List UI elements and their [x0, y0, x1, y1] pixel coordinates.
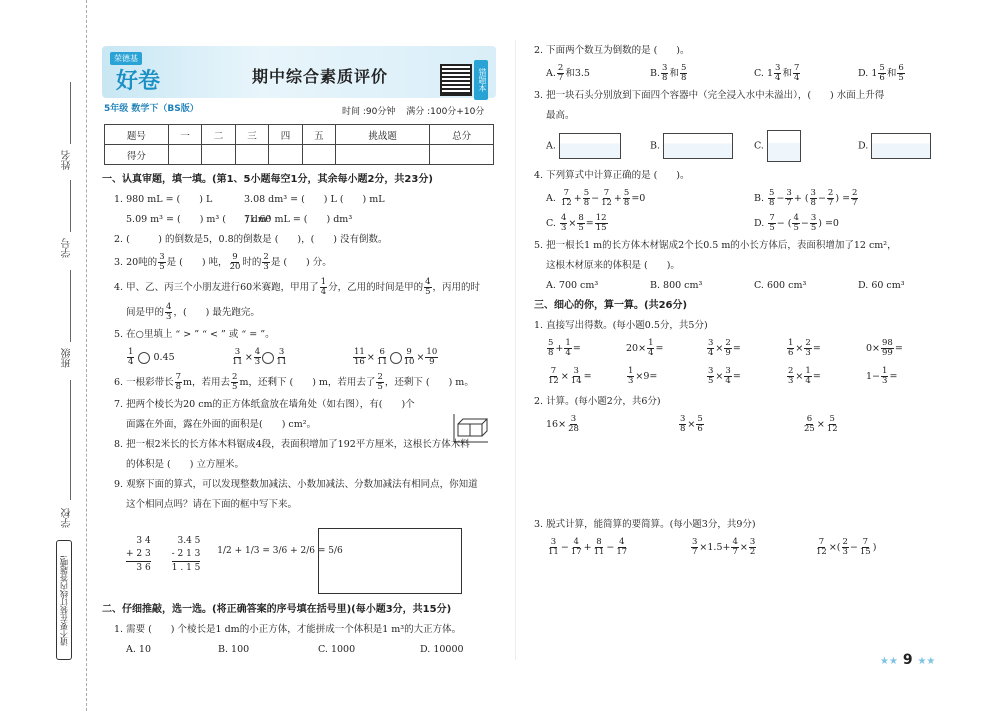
option-c[interactable]: C. 600 cm³ [754, 280, 807, 291]
container-d-icon [871, 133, 931, 159]
question-2: 2. ( ) 的倒数是5，0.8的倒数是 ( )，( ) 没有倒数。 [114, 234, 388, 245]
question-8-cont: 的体积是 ( ) 立方厘米。 [126, 459, 244, 470]
calc-3-block [534, 518, 944, 568]
choice-3-options [534, 129, 944, 163]
choice-5-cont: 这根木材原来的体积是 ( )。 [546, 260, 680, 271]
choice-5-options [534, 279, 944, 293]
option-c[interactable]: C. [754, 130, 858, 162]
choice-2: 2. 下面两个数互为倒数的是 ( )。 [534, 45, 690, 56]
question-4-cont: 间是甲的 $\frac{4}{3}$ ，( ) 最先跑完。 [126, 302, 260, 322]
table-row [105, 145, 494, 165]
brand-logo: 好卷 [116, 69, 161, 94]
grade-tag: 5年级 数学下（BS版） [104, 104, 199, 114]
choice-4-options-ab [534, 189, 944, 208]
binding-spine [0, 0, 98, 711]
choice-4-options-cd [534, 214, 944, 233]
section-2 [102, 603, 502, 663]
spine-label-class: 班级 [62, 348, 73, 368]
fraction-sum: 1/2 + 1/3 = 3/6 + 2/6 = 5/6 [217, 546, 343, 556]
option-d[interactable]: D. $\frac{7}{5}$ − ( $\frac{4}{5}$ − $\frac{3}{5}$ ) =0 [754, 213, 839, 233]
table-cell: 总分 [430, 125, 494, 145]
choice-5: 5. 把一根长1 m的长方体木材锯成2个长0.5 m的小长方体后，表面积增加了12 cm²， [534, 240, 897, 251]
question-7: 7. 把两个棱长为20 cm的正方体纸盒放在墙角处（如右图），有( )个 [114, 399, 415, 410]
header-banner [102, 46, 496, 98]
spine-label-school: 学校 [62, 508, 73, 528]
spine-label-id: 学号 [62, 238, 73, 258]
question-5-items: $\frac{1}{4}$ 0.45 $\frac{3}{11}$ × $\frac{4}{3}$ $\frac{3}{11}$ $\frac{11}{16}$ × $\frac{6}{11}$ $\frac{9}{10}$ × $\frac{10}{9}$ [128, 347, 438, 367]
option-b[interactable]: B. $\frac{5}{8}$ − $\frac{3}{7}$ + ( $\frac{3}{8}$ − $\frac{2}{7}$ ) = $\frac{2}{7}$ [754, 188, 858, 208]
choice-2-options [534, 64, 944, 83]
answer-box[interactable] [318, 528, 462, 594]
option-b[interactable]: B. $\frac{3}{8}$ 和 $\frac{5}{8}$ [650, 63, 687, 83]
section-2-title: 二、仔细推敲，选一选。(将正确答案的序号填在括号里)(每小题3分，共15分) [102, 604, 452, 615]
question-9: 9. 观察下面的算式，可以发现整数加减法、小数加减法、分数加减法有相同点，你知道 [114, 479, 478, 490]
score-input-cell[interactable] [202, 145, 235, 165]
question-5: 5. 在○里填上 “ > ” “ < ” 或 “ = ”。 [114, 329, 275, 340]
option-c[interactable]: C. $\frac{4}{3}$ × $\frac{8}{5}$ = $\frac{12}{15}$ [546, 213, 607, 233]
option-a[interactable]: A. $\frac{2}{7}$ 和3.5 [546, 63, 590, 83]
score-input-cell[interactable] [430, 145, 494, 165]
star-icon: ★★ [880, 656, 898, 667]
container-b-icon [663, 133, 733, 159]
option-a[interactable]: A. $\frac{7}{12}$ + $\frac{5}{8}$ − $\frac{7}{12}$ + $\frac{5}{8}$ =0 [546, 188, 646, 208]
page-title: 期中综合素质评价 [252, 67, 389, 86]
time-limit: 时间 :90分钟 [342, 107, 396, 117]
score-input-cell[interactable] [168, 145, 201, 165]
option-c[interactable]: C. 1 $\frac{3}{4}$ 和 $\frac{7}{4}$ [754, 63, 800, 83]
option-d[interactable]: D. 60 cm³ [858, 280, 905, 291]
question-1: 1. 980 mL = ( ) L 3.08 dm³ = ( ) L ( ) mL [114, 194, 385, 205]
spine-rule [70, 270, 71, 342]
table-cell: 五 [302, 125, 335, 145]
calc-2-items: 16× $\frac{3}{28}$ $\frac{3}{8}$ × $\frac{5}{6}$ $\frac{6}{25}$ × $\frac{5}{12}$ [546, 414, 838, 434]
question-9-examples: 3 4 + 2 3 3 6 3.4 5 - 2 1 3 1 . 1 5 1/2 + 1/3 = 3/6 + 2/6 = 5/6 [126, 536, 343, 573]
table-cell: 三 [235, 125, 268, 145]
calc-1-row-1: $\frac{5}{8}$ + $\frac{1}{4}$ = 20× $\frac{1}{4}$ = $\frac{3}{4}$ × $\frac{2}{9}$ = $\frac{1}{6}$ × $\frac{2}{3}$ = 0× $\frac{98}{99}$ = [548, 338, 903, 358]
question-1-cont: 5.09 m³ = ( ) m³ ( ) dm³ 7L 60 mL = ( ) dm³ [126, 214, 353, 225]
full-score: 满分 :100分+10分 [406, 107, 485, 117]
choice-3: 3. 把一块石头分别放到下面四个容器中（完全浸入水中未溢出），( ) 水面上升得 [534, 90, 885, 101]
calc-1-row-2: $\frac{7}{12}$ × $\frac{3}{14}$ = $\frac{1}{3}$ ×9= $\frac{3}{5}$ × $\frac{3}{4}$ = $\frac{2}{3}$ × $\frac{1}{4}$ = 1− $\frac{1}{3}$ = [548, 366, 898, 386]
option-d[interactable]: D. 1 $\frac{5}{6}$ 和 $\frac{6}{5}$ [858, 63, 904, 83]
spine-rule [70, 380, 71, 500]
star-icon: ★★ [917, 656, 936, 667]
option-c[interactable]: C. 1000 [318, 644, 356, 655]
calc-1: 1. 直接写出得数。(每小题0.5分，共5分) [534, 320, 708, 331]
container-a-icon [559, 133, 621, 159]
spine-note: 请不要在装订线内答题哦! [56, 540, 72, 660]
question-6: 6. 一根彩带长 $\frac{7}{8}$ m，若用去 $\frac{2}{5}$ m，还剩下 ( ) m，若用去了 $\frac{2}{5}$ ，还剩下 ( ) m。 [114, 372, 474, 392]
option-b[interactable]: B. 800 cm³ [650, 280, 703, 291]
question-9-cont: 这个相同点吗？请在下面的框中写下来。 [126, 499, 298, 510]
score-input-cell[interactable] [302, 145, 335, 165]
question-7-cont: 面露在外面，露在外面的面积是( ) cm²。 [126, 419, 317, 430]
score-table [104, 124, 494, 165]
option-b[interactable]: B. 100 [218, 644, 250, 655]
option-d[interactable]: D. 10000 [420, 644, 464, 655]
container-c-icon [767, 130, 801, 162]
table-cell: 一 [168, 125, 201, 145]
calc-2: 2. 计算。(每小题2分，共6分) [534, 396, 661, 407]
table-cell: 得分 [105, 145, 169, 165]
qr-code-icon[interactable] [440, 64, 472, 96]
page-number: ★★ 9 ★★ [880, 652, 936, 668]
choice-4: 4. 下列算式中计算正确的是 ( )。 [534, 170, 690, 181]
section-3-title: 三、细心的你，算一算。(共26分) [534, 300, 688, 311]
option-a[interactable]: A. [546, 133, 650, 159]
score-input-cell[interactable] [336, 145, 430, 165]
spine-label-name: 姓名 [62, 150, 73, 170]
choice-1: 1. 需要 ( ) 个棱长是1 dm的小正方体，才能拼成一个体积是1 m³的大正方体。 [114, 624, 462, 635]
column-divider [515, 40, 516, 660]
option-a[interactable]: A. 700 cm³ [546, 280, 599, 291]
binding-line [86, 0, 87, 711]
table-row [105, 125, 494, 145]
table-cell: 四 [269, 125, 302, 145]
table-cell: 二 [202, 125, 235, 145]
spine-rule [70, 82, 71, 144]
time-score-line [342, 104, 492, 117]
brand-tag: 荣德基 [110, 52, 142, 65]
score-input-cell[interactable] [269, 145, 302, 165]
cubes-corner-icon [450, 410, 490, 444]
calc-3: 3. 脱式计算，能简算的要简算。(每小题3分，共9分) [534, 519, 756, 530]
exam-header [102, 46, 496, 120]
section-1-title: 一、认真审题，填一填。(第1、5小题每空1分，其余每小题2分，共23分) [102, 174, 433, 185]
option-b[interactable]: B. [650, 133, 754, 159]
question-8: 8. 把一根2米长的长方体木料锯成4段，表面积增加了192平方厘米，这根长方体木料 [114, 439, 470, 450]
choice-1-options [102, 643, 502, 657]
table-cell: 挑战题 [336, 125, 430, 145]
compare-circle[interactable] [262, 352, 274, 364]
score-input-cell[interactable] [235, 145, 268, 165]
spine-rule [70, 180, 71, 232]
qr-tag: 错题本 [474, 60, 488, 100]
option-a[interactable]: A. 10 [126, 644, 151, 655]
question-3: 3. 20吨的 $\frac{3}{5}$ 是 ( ) 吨， $\frac{9}{20}$ 时的 $\frac{2}{3}$ 是 ( ) 分。 [114, 252, 332, 272]
question-4: 4. 甲、乙、丙三个小朋友进行60米赛跑，甲用了 $\frac{1}{4}$ 分，乙用的时间是甲的 $\frac{4}{5}$ ，丙用的时 [114, 277, 481, 297]
table-cell: 题号 [105, 125, 169, 145]
right-column [534, 44, 944, 557]
calc-3-items: $\frac{3}{11}$ − $\frac{4}{17}$ + $\frac{8}{11}$ − $\frac{4}{17}$ $\frac{3}{7}$ ×1.5+ $\frac{4}{7}$ × $\frac{3}{2}$ $\frac{7}{12}$ ×( $\frac{2}{3}$ − $\frac{7}{15}$ ) [548, 537, 877, 557]
compare-circle[interactable] [390, 352, 402, 364]
left-column [102, 173, 502, 655]
compare-circle[interactable] [138, 352, 150, 364]
option-d[interactable]: D. [858, 133, 931, 159]
choice-3-cont: 最高。 [546, 110, 575, 121]
